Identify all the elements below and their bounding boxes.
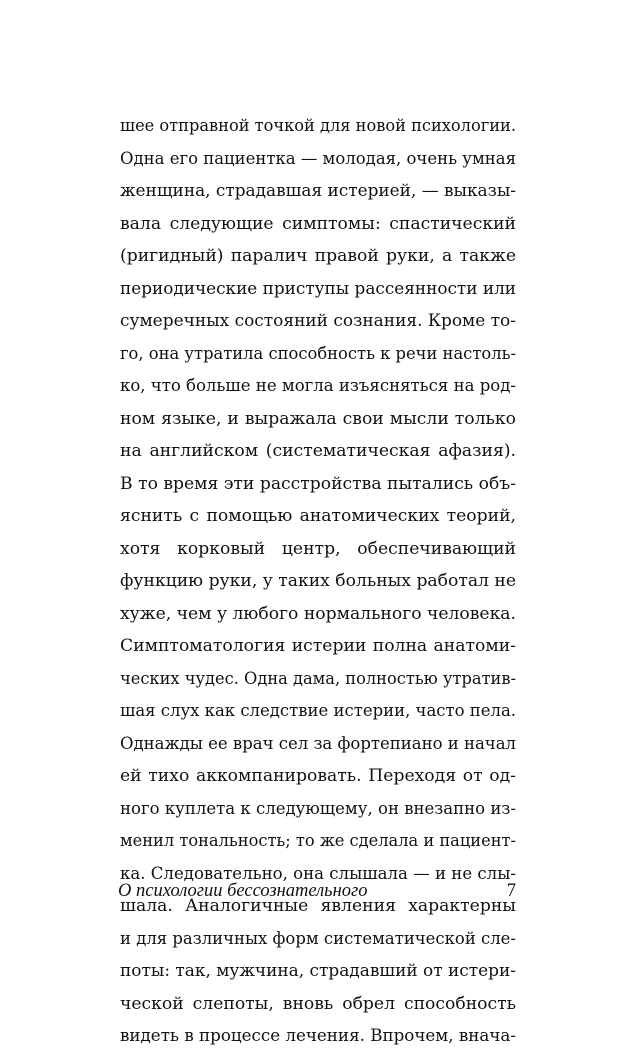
text-line: хотя корковый центр, обеспечивающий xyxy=(120,538,516,559)
body-text xyxy=(120,110,516,1053)
text-line: В то время эти расстройства пытались объ- xyxy=(120,473,517,494)
text-line: ко, что больше не могла изъясняться на род- xyxy=(120,376,516,396)
page-number: 7 xyxy=(506,881,516,901)
text-line: Одна его пациентка — молодая, очень умная xyxy=(120,148,516,169)
text-line: хуже, чем у любого нормального человека. xyxy=(120,603,517,624)
page-footer xyxy=(118,876,516,906)
text-line: ческой слепоты, вновь обрел способность xyxy=(120,993,516,1014)
text-line: вала следующие симптомы: спастический xyxy=(120,213,516,234)
text-line: женщина, страдавшая истерией, — выказы- xyxy=(120,181,517,201)
text-line: го, она утратила способность к речи настоль- xyxy=(120,343,516,364)
text-line: поты: так, мужчина, страдавший от истери- xyxy=(120,961,516,981)
text-line: яснить с помощью анатомических теорий, xyxy=(120,506,516,526)
text-line: сумеречных состояний сознания. Кроме то- xyxy=(120,311,516,331)
text-line: на английском (систематическая афазия). xyxy=(120,441,516,461)
text-line: видеть в процессе лечения. Впрочем, внача- xyxy=(120,1026,516,1046)
text-line: ного куплета к следующему, он внезапно из- xyxy=(120,798,516,819)
text-line: шее отправной точкой для новой психологии. xyxy=(120,116,517,136)
text-line: ческих чудес. Одна дама, полностью утратив- xyxy=(120,668,517,689)
text-line: и для различных форм систематической сле- xyxy=(120,928,516,949)
text-line: шала. Аналогичные явления характерны xyxy=(120,896,516,916)
text-line: ка. Следовательно, она слышала — и не слы- xyxy=(120,863,516,884)
text-line: менил тональность; то же сделала и пациент- xyxy=(120,831,517,851)
text-line: (ригидный) паралич правой руки, а также xyxy=(120,246,516,266)
text-line: шая слух как следствие истерии, часто пела. xyxy=(120,701,517,721)
text-line: Симптоматология истерии полна анатоми- xyxy=(120,636,516,656)
running-head: О психологии бессознательного xyxy=(118,881,368,901)
text-line: Однажды ее врач сел за фортепиано и начал xyxy=(120,733,516,754)
text-line: ном языке, и выражала свои мысли только xyxy=(120,408,516,429)
text-line: функцию руки, у таких больных работал не xyxy=(120,571,517,591)
text-line: периодические приступы рассеянности или xyxy=(120,278,517,299)
text-line: ей тихо аккомпанировать. Переходя от од- xyxy=(120,766,516,786)
